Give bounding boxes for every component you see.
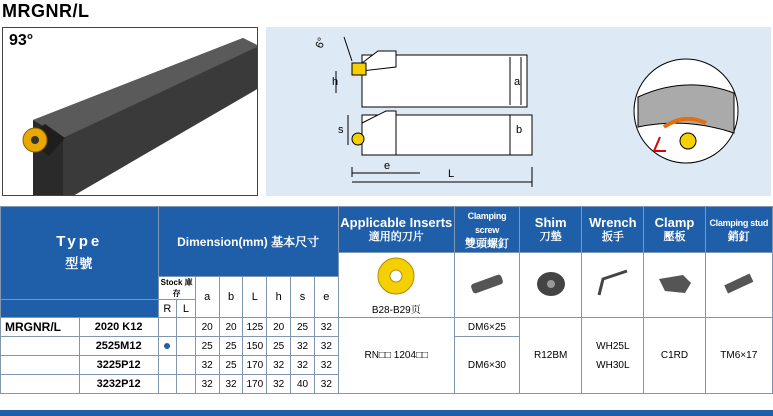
page-title: MRGNR/L: [2, 1, 90, 21]
shim-image: [534, 269, 568, 299]
insert-image: [374, 254, 418, 298]
wrench-value-2: WH30L: [596, 359, 630, 371]
screw-image-cell: [454, 253, 519, 318]
cell-s: 40: [291, 375, 315, 394]
cell-a: 25: [195, 337, 219, 356]
bottom-bar: [0, 410, 773, 416]
dim-a-label: a: [514, 76, 521, 88]
cell-b: 20: [219, 318, 243, 337]
cell-h: 20: [267, 318, 291, 337]
cell-h: 32: [267, 356, 291, 375]
stock-dot-icon: [164, 343, 170, 349]
cell-a: 32: [195, 375, 219, 394]
cell-L: 170: [243, 356, 267, 375]
cell-L: 170: [243, 375, 267, 394]
dim-e-label: e: [384, 160, 391, 172]
table-row-model: 2020 K12: [79, 318, 158, 337]
family-spacer: [1, 337, 80, 356]
spec-table: [0, 206, 773, 394]
tool-holder-image: [3, 28, 258, 196]
drawing-angle-label: 6°: [313, 36, 329, 51]
type-header: [1, 207, 159, 300]
wrench-image: [593, 267, 633, 301]
cell-a: 20: [195, 318, 219, 337]
wrench-header-en: Wrench: [589, 214, 637, 230]
dimension-header: Dimension(mm) 基本尺寸: [158, 207, 338, 277]
screw-image: [467, 269, 507, 299]
cell-a: 32: [195, 356, 219, 375]
stud-value: TM6×17: [705, 318, 772, 394]
wrench-value-1: WH25L: [596, 340, 630, 352]
cell-s: 25: [291, 318, 315, 337]
family-spacer: [1, 375, 80, 394]
clamp-header-cn: 壓板: [663, 230, 686, 243]
cell-e: 32: [314, 375, 338, 394]
type-header-en: Type: [56, 233, 103, 250]
screw-header: [454, 207, 519, 253]
cell-e: 32: [314, 337, 338, 356]
inserts-header-en: Applicable Inserts: [340, 214, 453, 230]
stock-col-R: R: [158, 300, 177, 318]
family-spacer: [1, 356, 80, 375]
cell-s: 32: [291, 356, 315, 375]
cell-e: 32: [314, 356, 338, 375]
insert-image-cell: [338, 253, 454, 318]
shim-image-cell: [520, 253, 582, 318]
cell-b: 32: [219, 375, 243, 394]
stock-col-L: L: [177, 300, 196, 318]
shim-header-en: Shim: [534, 214, 567, 230]
wrench-image-cell: [582, 253, 644, 318]
stud-image-cell: [705, 253, 772, 318]
stock-r-cell: [158, 318, 177, 337]
cell-L: 150: [243, 337, 267, 356]
stock-l-cell: [177, 337, 196, 356]
inserts-header: [338, 207, 454, 253]
dim-col-h: h: [267, 277, 291, 318]
screw-header-cn: 雙頭螺釘: [464, 237, 509, 250]
tool-photo: [2, 27, 258, 196]
stud-image: [719, 269, 759, 299]
clamp-header-en: Clamp: [654, 214, 695, 230]
cell-b: 25: [219, 356, 243, 375]
shim-header: [520, 207, 582, 253]
type-header-cn: 型號: [65, 256, 94, 271]
dim-b-label: b: [516, 124, 523, 136]
wrench-header-cn: 扳手: [601, 230, 624, 243]
dim-col-a: a: [195, 277, 219, 318]
dimension-drawing: [266, 27, 771, 196]
wrench-header: [582, 207, 644, 253]
family-label: MRGNR/L: [1, 318, 80, 337]
screw-header-en: Clamping screw: [467, 210, 507, 235]
table-row-model: 3225P12: [79, 356, 158, 375]
cell-h: 25: [267, 337, 291, 356]
stock-r-cell: [158, 356, 177, 375]
dim-col-s: s: [291, 277, 315, 318]
cell-h: 32: [267, 375, 291, 394]
insert-caption: B28-B29页: [371, 305, 421, 316]
dim-col-L: L: [243, 277, 267, 318]
stock-header: Stock 庫存: [158, 277, 195, 300]
table-row-model: 2525M12: [79, 337, 158, 356]
clamp-image-cell: [644, 253, 705, 318]
stud-header-cn: 銷釘: [727, 230, 750, 243]
inserts-header-cn: 適用的刀片: [368, 230, 424, 243]
cell-s: 32: [291, 337, 315, 356]
screw-value-2: DM6×30: [454, 337, 519, 394]
clamp-image: [655, 269, 695, 299]
stock-l-cell: [177, 318, 196, 337]
type-header-spacer: [1, 300, 159, 318]
wrench-values: [582, 318, 644, 394]
stock-l-cell: [177, 356, 196, 375]
cell-b: 25: [219, 337, 243, 356]
clamp-value: C1RD: [644, 318, 705, 394]
cell-L: 125: [243, 318, 267, 337]
stud-header: [705, 207, 772, 253]
approach-angle: 93°: [9, 32, 34, 49]
cell-e: 32: [314, 318, 338, 337]
stock-l-cell: [177, 375, 196, 394]
dim-h-label: h: [332, 76, 339, 88]
dim-L-label: L: [448, 168, 455, 180]
dim-col-e: e: [314, 277, 338, 318]
dim-s-label: s: [338, 124, 344, 136]
stock-r-cell: [158, 375, 177, 394]
stock-r-cell: [158, 337, 177, 356]
shim-header-cn: 刀墊: [539, 230, 562, 243]
insert-value: RN□□ 1204□□: [338, 318, 454, 394]
stud-header-en: Clamping stud: [709, 217, 769, 228]
shim-value: R12BM: [520, 318, 582, 394]
clamp-header: [644, 207, 705, 253]
screw-value-1: DM6×25: [454, 318, 519, 337]
dim-col-b: b: [219, 277, 243, 318]
table-row-model: 3232P12: [79, 375, 158, 394]
